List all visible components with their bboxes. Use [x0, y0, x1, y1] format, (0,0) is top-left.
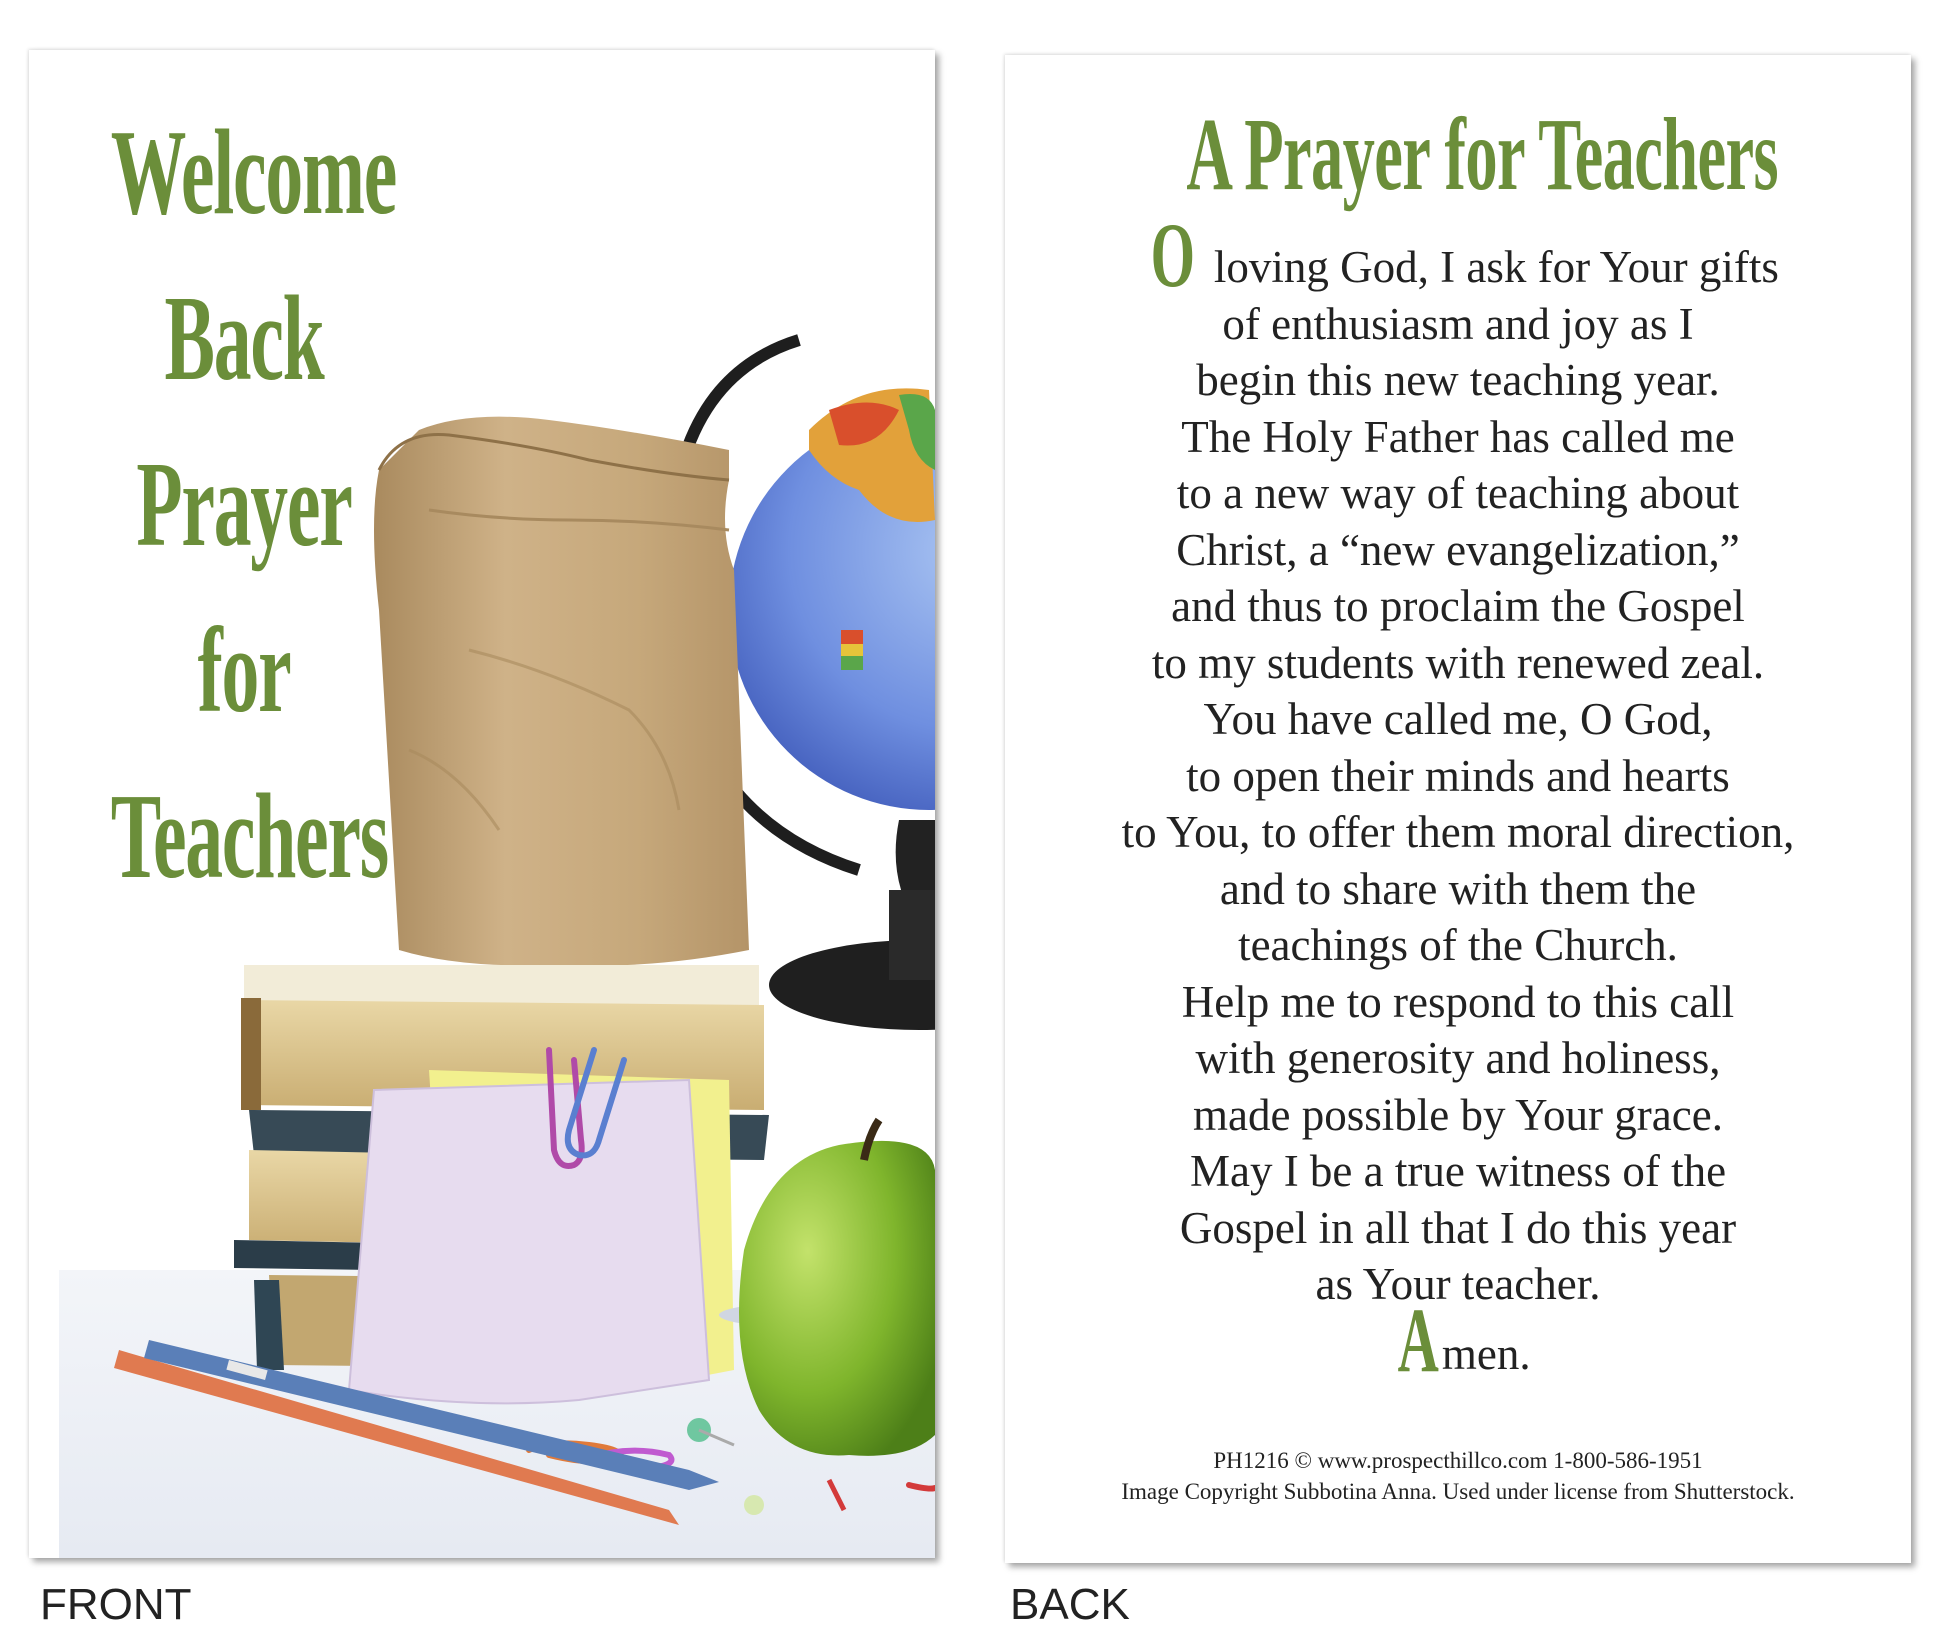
- prayer-line: Help me to respond to this call: [1181, 976, 1735, 1027]
- front-title-line-2: Back: [164, 271, 324, 406]
- prayer-line: as Your teacher.: [1315, 1259, 1601, 1309]
- amen: [1005, 1289, 1911, 1391]
- image-copyright-line: Image Copyright Subbotina Anna. Used under license from Shutterstock.: [1121, 1479, 1795, 1504]
- prayer-line: teachings of the Church.: [1238, 920, 1678, 970]
- prayer-line: Christ, a “new evangelization,”: [1176, 524, 1740, 575]
- prayer-line: The Holy Father has called me: [1181, 411, 1735, 462]
- front-title: [29, 90, 459, 920]
- prayer-text: [1005, 204, 1911, 1313]
- prayer-line: made possible by Your grace.: [1193, 1089, 1723, 1140]
- prayer-line: May I be a true witness of the: [1189, 1146, 1727, 1196]
- card-footer: [1005, 1445, 1911, 1507]
- prayer-line: with generosity and holiness,: [1195, 1033, 1721, 1083]
- prayer-dropcap: O: [1150, 204, 1196, 306]
- prayer-line: You have called me, O God,: [1203, 694, 1713, 744]
- prayer-line: and to share with them the: [1219, 863, 1697, 914]
- prayer-first-line: [1005, 204, 1911, 306]
- front-title-line-3: Prayer: [136, 437, 352, 572]
- prayer-line: to open their minds and hearts: [1186, 750, 1730, 801]
- prayer-line: to my students with renewed zeal.: [1151, 637, 1765, 688]
- prayer-line: to a new way of teaching about: [1176, 468, 1740, 518]
- front-caption: FRONT: [40, 1580, 192, 1629]
- prayer-line: and thus to proclaim the Gospel: [1171, 581, 1745, 631]
- back-card: [1005, 55, 1911, 1563]
- amen-text: men.: [1441, 1329, 1531, 1379]
- amen-dropcap: A: [1398, 1289, 1440, 1391]
- prayer-first-line-text: loving God, I ask for Your gifts: [1213, 242, 1779, 292]
- back-title-text: A Prayer for Teachers: [1186, 97, 1778, 212]
- back-caption: BACK: [1010, 1580, 1130, 1629]
- front-title-line-5: Teachers: [110, 769, 388, 904]
- prayer-line: to You, to offer them moral direction,: [1121, 807, 1795, 857]
- back-title: [1005, 95, 1911, 214]
- prayer-line: Gospel in all that I do this year: [1179, 1202, 1737, 1253]
- sticky-notes: [349, 1070, 734, 1403]
- product-code-line: PH1216 © www.prospecthillco.com 1-800-586-1951: [1213, 1448, 1703, 1473]
- front-title-line-1: Welcome: [110, 105, 397, 240]
- prayer-line: of enthusiasm and joy as I: [1222, 298, 1694, 349]
- front-card: [29, 50, 935, 1558]
- front-title-line-4: for: [197, 603, 291, 738]
- prayer-line: begin this new teaching year.: [1196, 355, 1720, 405]
